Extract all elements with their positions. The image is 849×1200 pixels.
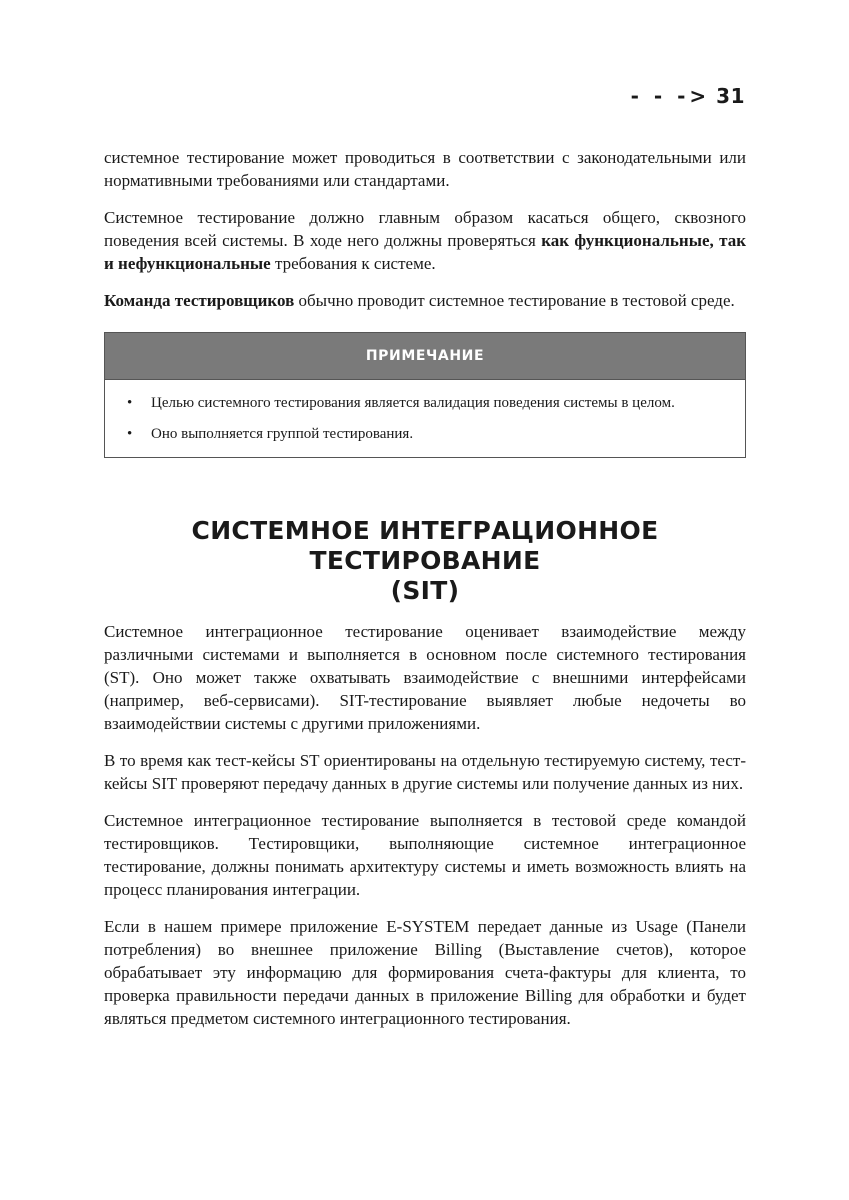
- note-list-item-text: Оно выполняется группой тестирования.: [151, 426, 414, 442]
- section-heading-line-1: СИСТЕМНОЕ ИНТЕГРАЦИОННОЕ ТЕСТИРОВАНИЕ: [191, 516, 659, 575]
- paragraph-intro-2: [104, 206, 746, 275]
- bullet-icon: •: [127, 426, 133, 442]
- paragraph-intro-1: системное тестирование может проводиться в соответствии с законодательными или нормативными требованиями или стандартами.: [104, 148, 746, 190]
- note-title: ПРИМЕЧАНИЕ: [105, 333, 745, 380]
- note-box: [104, 332, 746, 458]
- section-paragraph-1: Системное интеграционное тестирование оценивает взаимодействие между различными системами и выполняется в основном после системного тестирования (ST). Оно может также охватывать взаимодействие с внешними интерфейсами (например, веб-сервисами). SIT-тестирование выявляет любые недочеты во взаимодействии системы с другими приложениями.: [104, 622, 746, 733]
- paragraph-intro-2-text-b: требования к системе.: [270, 254, 436, 273]
- note-list-item: [125, 393, 725, 414]
- note-list: [125, 393, 725, 445]
- note-list-item: [125, 424, 725, 445]
- paragraph-intro-2-text-a: Системное тестирование должно главным образом касаться общего, сквозного поведения всей системы. В ходе него должны проверяться: [104, 208, 746, 250]
- paragraph-intro-3: [104, 289, 746, 312]
- section-heading: [104, 516, 746, 606]
- section-paragraph-3: Системное интеграционное тестирование выполняется в тестовой среде командой тестировщиков. Тестировщики, выполняющие системное интеграционное тестирование, должны понимать архитектуру системы и иметь возможность влиять на процесс планирования интеграции.: [104, 811, 746, 899]
- header-arrow: - - ->: [630, 84, 711, 108]
- section-heading-line-2: (SIT): [390, 576, 460, 605]
- paragraph-intro-3-bold: Команда тестировщиков: [104, 291, 295, 310]
- paragraph-intro-3-text: обычно проводит системное тестирование в тестовой среде.: [294, 291, 735, 310]
- note-body: [105, 380, 745, 457]
- page-number: 31: [716, 84, 745, 108]
- note-list-item-text: Целью системного тестирования является валидация поведения системы в целом.: [151, 395, 675, 411]
- paragraph-intro-2-bold: как функциональные, так и нефункциональные: [104, 231, 746, 273]
- section-paragraph-2: В то время как тест-кейсы ST ориентированы на отдельную тестируемую систему, тест-кейсы SIT проверяют передачу данных в другие системы или получение данных из них.: [104, 751, 746, 793]
- section-paragraph-4: Если в нашем примере приложение E-SYSTEM передает данные из Usage (Панели потребления) во внешнее приложение Billing (Выставление счетов), которое обрабатывает эту информацию для формирования счета-фактуры для клиента, то проверка правильности передачи данных в приложение Billing для обработки и будет являться предметом системного интеграционного тестирования.: [104, 917, 746, 1028]
- running-header: [631, 84, 745, 108]
- bullet-icon: •: [127, 395, 133, 411]
- page-content: [104, 146, 746, 1044]
